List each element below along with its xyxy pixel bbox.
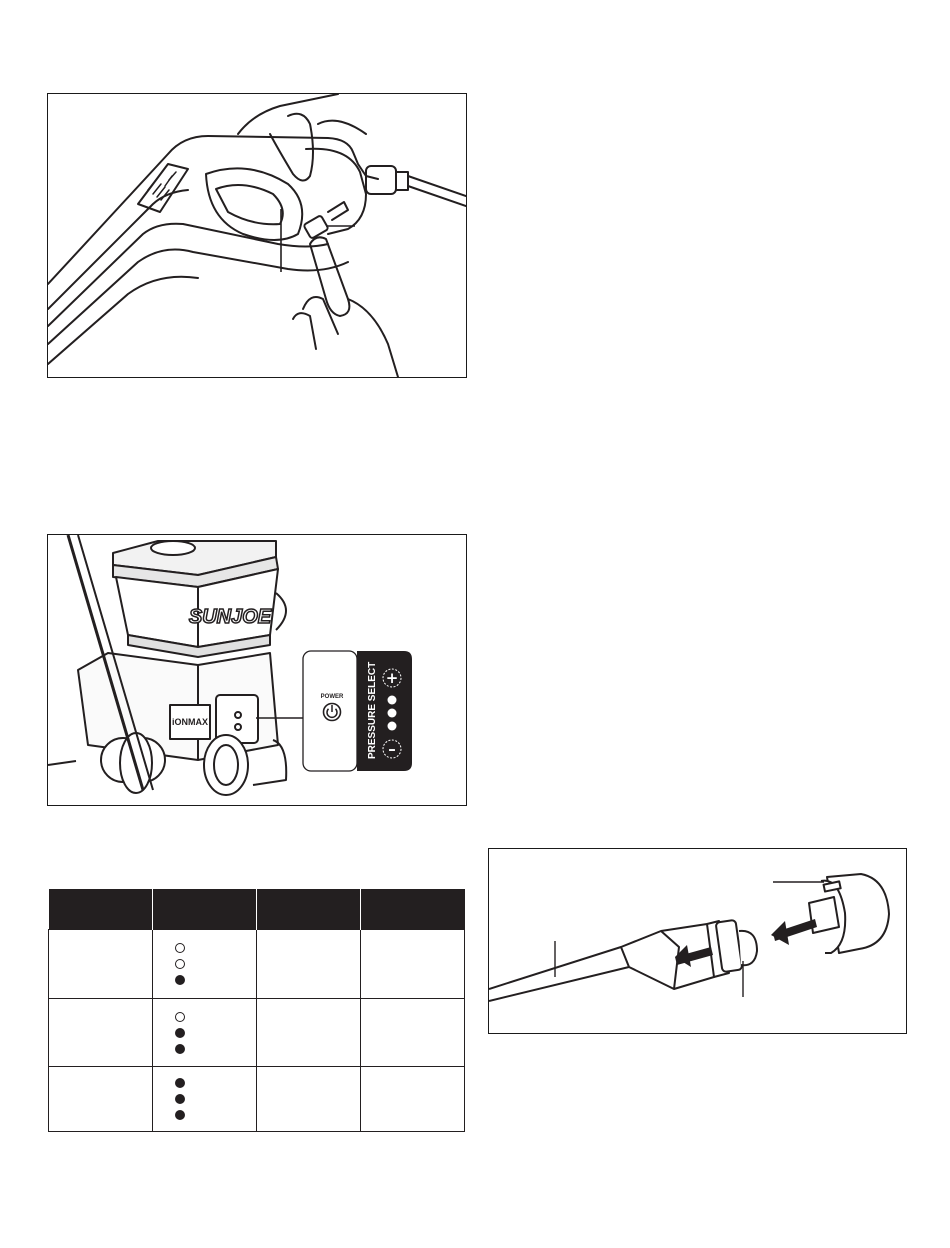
led-stack — [153, 943, 256, 985]
led-off-icon — [175, 959, 185, 969]
led-stack — [153, 1012, 256, 1054]
pressure-select-label: PRESSURE SELECT — [367, 661, 378, 759]
panel-led-2 — [388, 709, 397, 718]
table-header-row — [49, 889, 465, 930]
nozzle-removal-figure — [488, 848, 907, 1034]
table-cell — [49, 998, 153, 1067]
led-indicator-cell — [153, 930, 257, 999]
pressure-washer-illustration — [48, 535, 466, 805]
panel-led-3 — [388, 696, 397, 705]
panel-led-1 — [388, 722, 397, 731]
nozzle-removal-illustration — [489, 849, 906, 1033]
table-row — [49, 930, 465, 999]
trigger-lock-illustration — [48, 94, 466, 377]
table-header-cell — [153, 889, 257, 930]
table-header-cell — [361, 889, 465, 930]
led-off-icon — [175, 1012, 185, 1022]
table-cell — [361, 930, 465, 999]
led-stack — [153, 1078, 256, 1120]
led-indicator-cell — [153, 1067, 257, 1132]
led-off-icon — [175, 943, 185, 953]
table-header-cell — [49, 889, 153, 930]
battery-text: iONMAX — [172, 717, 208, 727]
power-label: POWER — [320, 694, 344, 700]
table-header-cell — [257, 889, 361, 930]
table-cell — [49, 1067, 153, 1132]
control-panel — [303, 651, 412, 771]
table-cell — [361, 1067, 465, 1132]
table-cell — [49, 930, 153, 999]
plus-symbol: + — [385, 669, 399, 687]
pressure-washer-figure — [47, 534, 467, 806]
led-on-icon — [175, 1028, 185, 1038]
brand-text: SUNJOE — [188, 606, 272, 628]
minus-symbol: – — [388, 740, 396, 758]
led-on-icon — [175, 975, 185, 985]
pressure-settings-table — [48, 889, 465, 1132]
led-on-icon — [175, 1110, 185, 1120]
led-indicator-cell — [153, 998, 257, 1067]
led-on-icon — [175, 1044, 185, 1054]
power-icon — [324, 704, 341, 721]
table-row — [49, 998, 465, 1067]
table-cell — [257, 930, 361, 999]
table-cell — [257, 998, 361, 1067]
trigger-lock-figure — [47, 93, 467, 378]
led-on-icon — [175, 1094, 185, 1104]
table-row — [49, 1067, 465, 1132]
table-cell — [361, 998, 465, 1067]
table-cell — [257, 1067, 361, 1132]
led-on-icon — [175, 1078, 185, 1088]
